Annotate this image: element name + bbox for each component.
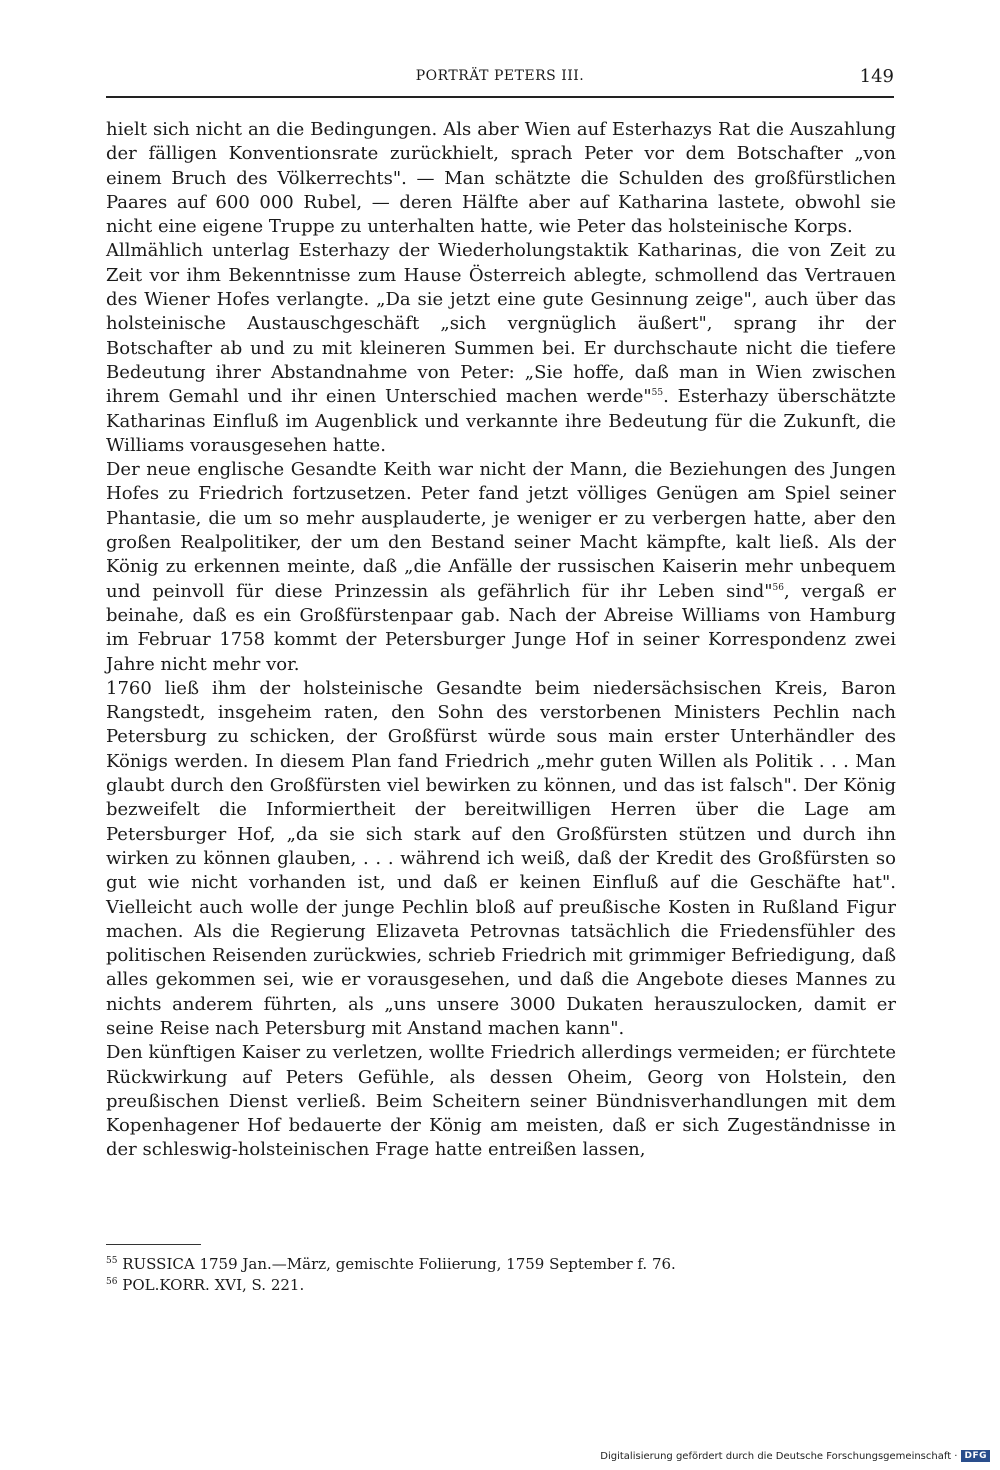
- page-number: 149: [859, 66, 894, 87]
- footnote-text: RUSSICA 1759 Jan.—März, gemischte Foliierung, 1759 September f. 76.: [122, 1255, 676, 1273]
- footnote: [106, 1254, 886, 1275]
- credit-text: Digitalisierung gefördert durch die Deutsche Forschungsgemeinschaft ·: [600, 1450, 958, 1462]
- footnote-text: POL.KORR. XVI, S. 221.: [122, 1276, 305, 1294]
- paragraph-text: Der neue englische Gesandte Keith war nicht der Mann, die Beziehungen des Jungen Hofes zu Friedrich fortzusetzen. Peter fand jetzt völliges Genügen am Spiel seiner Phantasie, die um so mehr ausplauderte, je weniger er zu verbergen hatte, aber den großen Realpolitiker, der um den Bestand seiner Macht kämpfte, kalt ließ. Als der König zu erkennen meinte, daß „die Anfälle der russischen Kaiserin mehr unbequem und peinvoll für diese Prinzessin als gefährlich für ihr Leben sind": [106, 459, 896, 602]
- paragraph-text: Allmählich unterlag Esterhazy der Wiederholungstaktik Katharinas, die von Zeit zu Zeit vor ihm Bekenntnisse zum Hause Österreich ablegte, schmollend das Vertrauen des Wiener Hofes verlangte. „Da sie jetzt eine gute Gesinnung zeige", auch über das holsteinische Austauschgeschäft „sich vergnüglich äußert", sprang ihr der Botschafter ab und zu mit kleineren Summen bei. Er durchschaute nicht die tiefere Bedeutung ihrer Abstandnahme von Peter: „Sie hoffe, daß man in Wien zwischen ihrem Gemahl und ihr einen Unterschied machen werde": [106, 240, 896, 408]
- paragraph: [106, 458, 896, 677]
- footnote-ref: 56: [772, 582, 784, 593]
- paragraph: Den künftigen Kaiser zu verletzen, wollte Friedrich allerdings vermeiden; er fürchtete Rückwirkung auf Peters Gefühle, als dessen Oheim, Georg von Holstein, den preußischen Dienst verließ. Beim Scheitern seiner Bündnisverhandlungen mit dem Kopenhagener Hof bedauerte der König am meisten, daß er sich Zugeständnisse in der schleswig-holsteinischen Frage hatte entreißen lassen,: [106, 1042, 896, 1161]
- footnote: [106, 1275, 886, 1296]
- paragraph-text: , vergaß er beinahe, daß es ein Großfürstenpaar gab. Nach der Abreise Williams von Hamburg im Februar 1758 kommt der Petersburger Junge Hof in seiner Korrespondenz zwei Jahre nicht mehr vor.: [106, 580, 896, 675]
- dfg-logo-icon: DFG: [961, 1450, 990, 1462]
- footnotes: [106, 1254, 886, 1296]
- footnote-number: 55: [106, 1256, 118, 1266]
- body-text: [106, 118, 896, 1163]
- paragraph-text: . Esterhazy überschätzte Katharinas Einfluß im Augenblick und verkannte ihre Bedeutung für die Zukunft, die Williams vorausgesehen hatte.: [106, 386, 896, 456]
- paragraph: [106, 239, 896, 458]
- paragraph: 1760 ließ ihm der holsteinische Gesandte beim niedersächsischen Kreis, Baron Rangstedt, insgeheim raten, den Sohn des verstorbenen Ministers Pechlin nach Petersburg zu schicken, der Großfürst würde sous main erster Unterhändler des Königs werden. In diesem Plan fand Friedrich „mehr guten Willen als Politik . . . Man glaubt durch den Großfürsten viel bewirken zu können, und das ist falsch". Der König bezweifelt die Informiertheit der bereitwilligen Herren über die Lage am Petersburger Hof, „da sie sich stark auf den Großfürsten stützen und durch ihn wirken zu können glauben, . . . während ich weiß, daß der Kredit des Großfürsten so gut wie nicht vorhanden ist, und daß er keinen Einfluß auf die Geschäfte hat". Vielleicht auch wolle der junge Pechlin bloß auf preußische Kosten in Rußland Figur machen. Als die Regierung Elizaveta Petrovnas tatsächlich die Friedensfühler des politischen Reisenden zurückwies, schrieb Friedrich mit grimmiger Befriedigung, daß alles gekommen sei, wie er vorausgesehen, und daß die Angebote dieses Mannes zu nichts anderem führten, als „uns unsere 3000 Dukaten herauszulocken, damit er seine Reise nach Petersburg mit Anstand machen kann".: [106, 677, 896, 1039]
- footnote-rule: [106, 1244, 201, 1245]
- digitization-credit: [600, 1450, 990, 1462]
- header-rule: [106, 96, 894, 98]
- footnote-number: 56: [106, 1277, 118, 1287]
- footnote-ref: 55: [651, 388, 664, 399]
- page-header: [106, 66, 894, 94]
- paragraph: hielt sich nicht an die Bedingungen. Als aber Wien auf Esterhazys Rat die Auszahlung der fälligen Konventionsrate zurückhielt, sprach Peter vor dem Botschafter „von einem Bruch des Völkerrechts". — Man schätzte die Schulden des großfürstlichen Paares auf 600 000 Rubel, — deren Hälfte aber auf Katharina lastete, obwohl sie nicht eine eigene Truppe zu unterhalten hatte, wie Peter das holsteinische Korps.: [106, 119, 896, 238]
- running-title: PORTRÄT PETERS III.: [415, 68, 585, 84]
